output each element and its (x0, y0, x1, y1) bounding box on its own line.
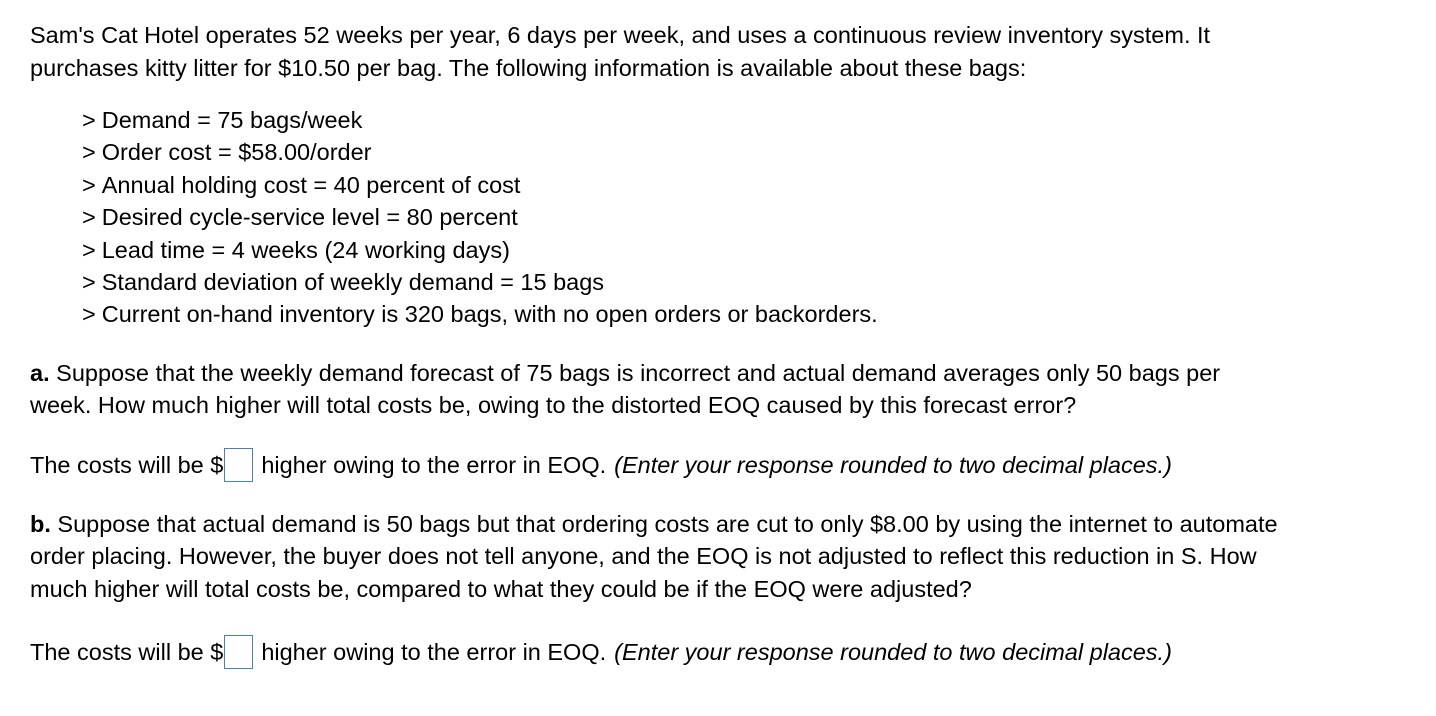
intro-line-2: purchases kitty litter for $10.50 per bag. The following information is available about these bags: (30, 54, 1027, 81)
answer-b-input[interactable] (224, 635, 253, 669)
answer-a-suffix: higher owing to the error in EOQ. (261, 451, 607, 478)
answer-b-suffix: higher owing to the error in EOQ. (261, 639, 607, 666)
bullet-marker: > (82, 269, 96, 296)
fact-text: Desired cycle-service level = 80 percent (101, 204, 518, 231)
fact-text: Lead time = 4 weeks (24 working days) (101, 236, 510, 263)
bullet-marker: > (82, 236, 96, 263)
question-a-label: a. (30, 359, 50, 386)
answer-row-a (30, 448, 1436, 482)
fact-text: Current on-hand inventory is 320 bags, with no open orders or backorders. (101, 301, 878, 328)
fact-item (82, 104, 1436, 136)
question-a (30, 357, 1422, 422)
question-a-line-1: Suppose that the weekly demand forecast of 75 bags is incorrect and actual demand averages only 50 bags per (49, 359, 1221, 386)
answer-a-hint: (Enter your response rounded to two decimal places.) (614, 451, 1172, 478)
question-b-line-3: much higher will total costs be, compared to what they could be if the EOQ were adjusted? (30, 575, 972, 602)
question-b (30, 508, 1422, 606)
bullet-marker: > (82, 171, 96, 198)
answer-row-b (30, 635, 1436, 669)
bullet-marker: > (82, 204, 96, 231)
bullet-marker: > (82, 107, 96, 133)
fact-text: Annual holding cost = 40 percent of cost (101, 171, 521, 198)
fact-text: Standard deviation of weekly demand = 15 bags (101, 269, 605, 296)
fact-item (82, 266, 1436, 298)
intro-line-1: Sam's Cat Hotel operates 52 weeks per year, 6 days per week, and uses a continuous review inventory system. It (30, 22, 1211, 48)
fact-text: Order cost = $58.00/order (101, 139, 372, 166)
answer-b-hint: (Enter your response rounded to two decimal places.) (614, 639, 1172, 666)
answer-a-prefix: The costs will be $ (30, 451, 224, 478)
answer-a-input[interactable] (224, 448, 253, 482)
question-a-line-2: week. How much higher will total costs be, owing to the distorted EOQ caused by this forecast error? (30, 392, 1077, 419)
answer-b-prefix: The costs will be $ (30, 639, 224, 666)
fact-item (82, 136, 1436, 168)
fact-text: Demand = 75 bags/week (101, 107, 363, 133)
fact-item (82, 201, 1436, 233)
fact-item (82, 234, 1436, 266)
fact-item (82, 169, 1436, 201)
question-b-line-1: Suppose that actual demand is 50 bags but that ordering costs are cut to only $8.00 by using the internet to automate (50, 510, 1278, 537)
facts-list (30, 104, 1436, 331)
question-b-line-2: order placing. However, the buyer does not tell anyone, and the EOQ is not adjusted to reflect this reduction in S. How (30, 543, 1257, 570)
fact-item (82, 298, 1436, 330)
bullet-marker: > (82, 139, 96, 166)
problem-intro (30, 19, 1420, 84)
bullet-marker: > (82, 301, 96, 328)
question-b-label: b. (30, 510, 51, 537)
